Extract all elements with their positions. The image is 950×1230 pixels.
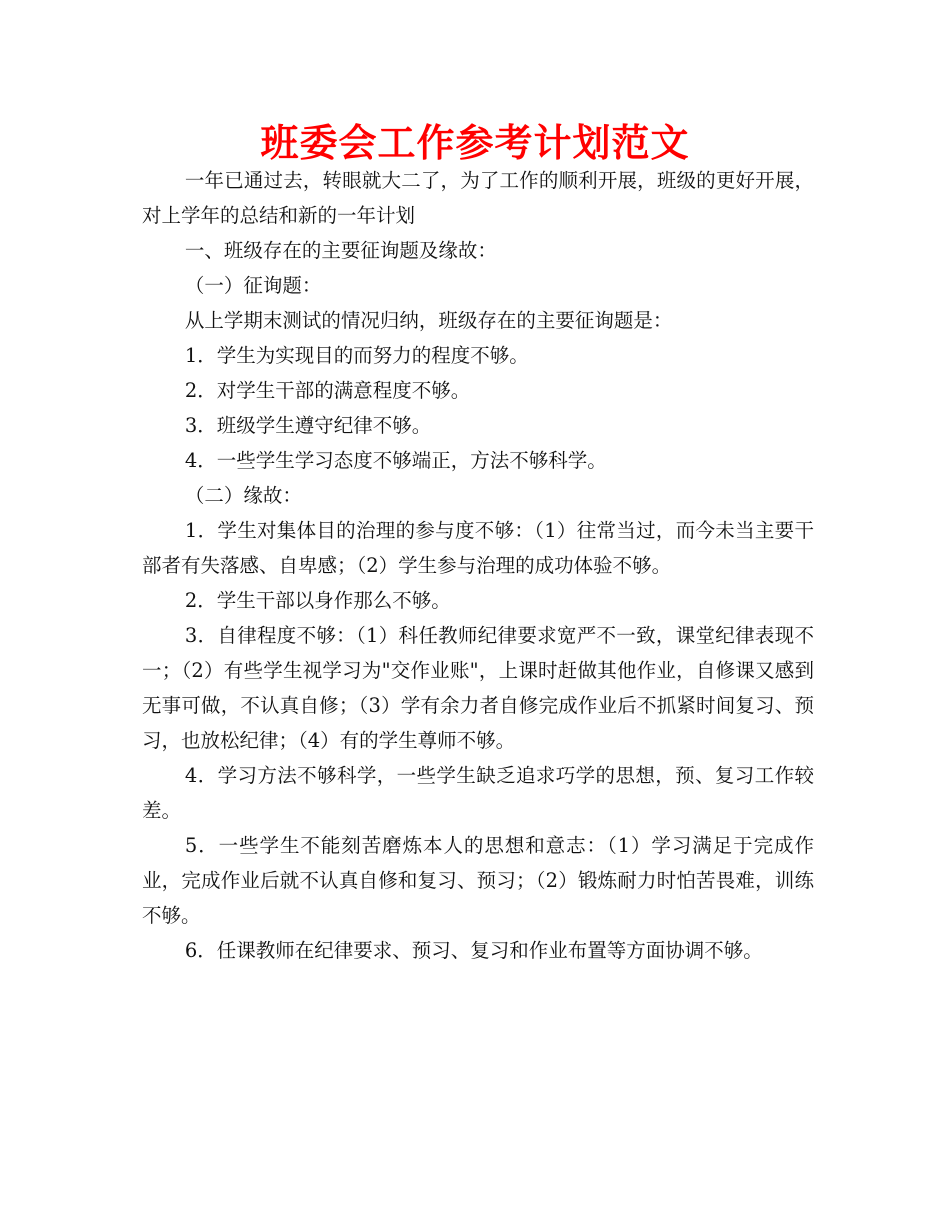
cause-item-4: 4．学习方法不够科学，一些学生缺乏追求巧学的思想，预、复习工作较差。 (142, 764, 814, 822)
subsection-heading-causes: （二）缘故： (184, 484, 302, 507)
problem-item-2: 2．对学生干部的满意程度不够。 (184, 379, 471, 402)
subsection-heading-problems: （一）征询题： (184, 274, 322, 297)
cause-item-6: 6．任课教师在纪律要求、预习、复习和作业布置等方面协调不够。 (184, 939, 763, 962)
cause-item-5: 5．一些学生不能刻苦磨炼本人的思想和意志：（1）学习满足于完成作业，完成作业后就不认真自修和复习、预习；（2）锻炼耐力时怕苦畏难，训练不够。 (142, 834, 814, 927)
section-heading-problems-and-causes: 一、班级存在的主要征询题及缘故： (184, 239, 497, 262)
cause-item-2: 2．学生干部以身作那么不够。 (184, 589, 451, 612)
paragraph-intro: 一年已通过去，转眼就大二了，为了工作的顺利开展，班级的更好开展，对上学年的总结和新的一年计划 (142, 169, 814, 227)
paragraph-problems-summary: 从上学期末测试的情况归纳，班级存在的主要征询题是： (184, 309, 673, 332)
problem-item-4: 4．一些学生学习态度不够端正，方法不够科学。 (184, 449, 607, 472)
cause-item-3: 3．自律程度不够：（1）科任教师纪律要求宽严不一致，课堂纪律表现不一；（2）有些学生视学习为"交作业账"，上课时赶做其他作业，自修课又感到无事可做，不认真自修；（3）学有余力者自修完成作业后不抓紧时间复习、预习，也放松纪律；（4）有的学生尊师不够。 (142, 624, 814, 752)
document-title: 班委会工作参考计划范文 (260, 121, 690, 165)
cause-item-1: 1．学生对集体目的治理的参与度不够：（1）往常当过，而今未当主要干部者有失落感、自卑感；（2）学生参与治理的成功体验不够。 (142, 519, 814, 577)
problem-item-3: 3．班级学生遵守纪律不够。 (184, 414, 432, 437)
problem-item-1: 1．学生为实现目的而努力的程度不够。 (184, 344, 529, 367)
document-body (142, 163, 814, 968)
